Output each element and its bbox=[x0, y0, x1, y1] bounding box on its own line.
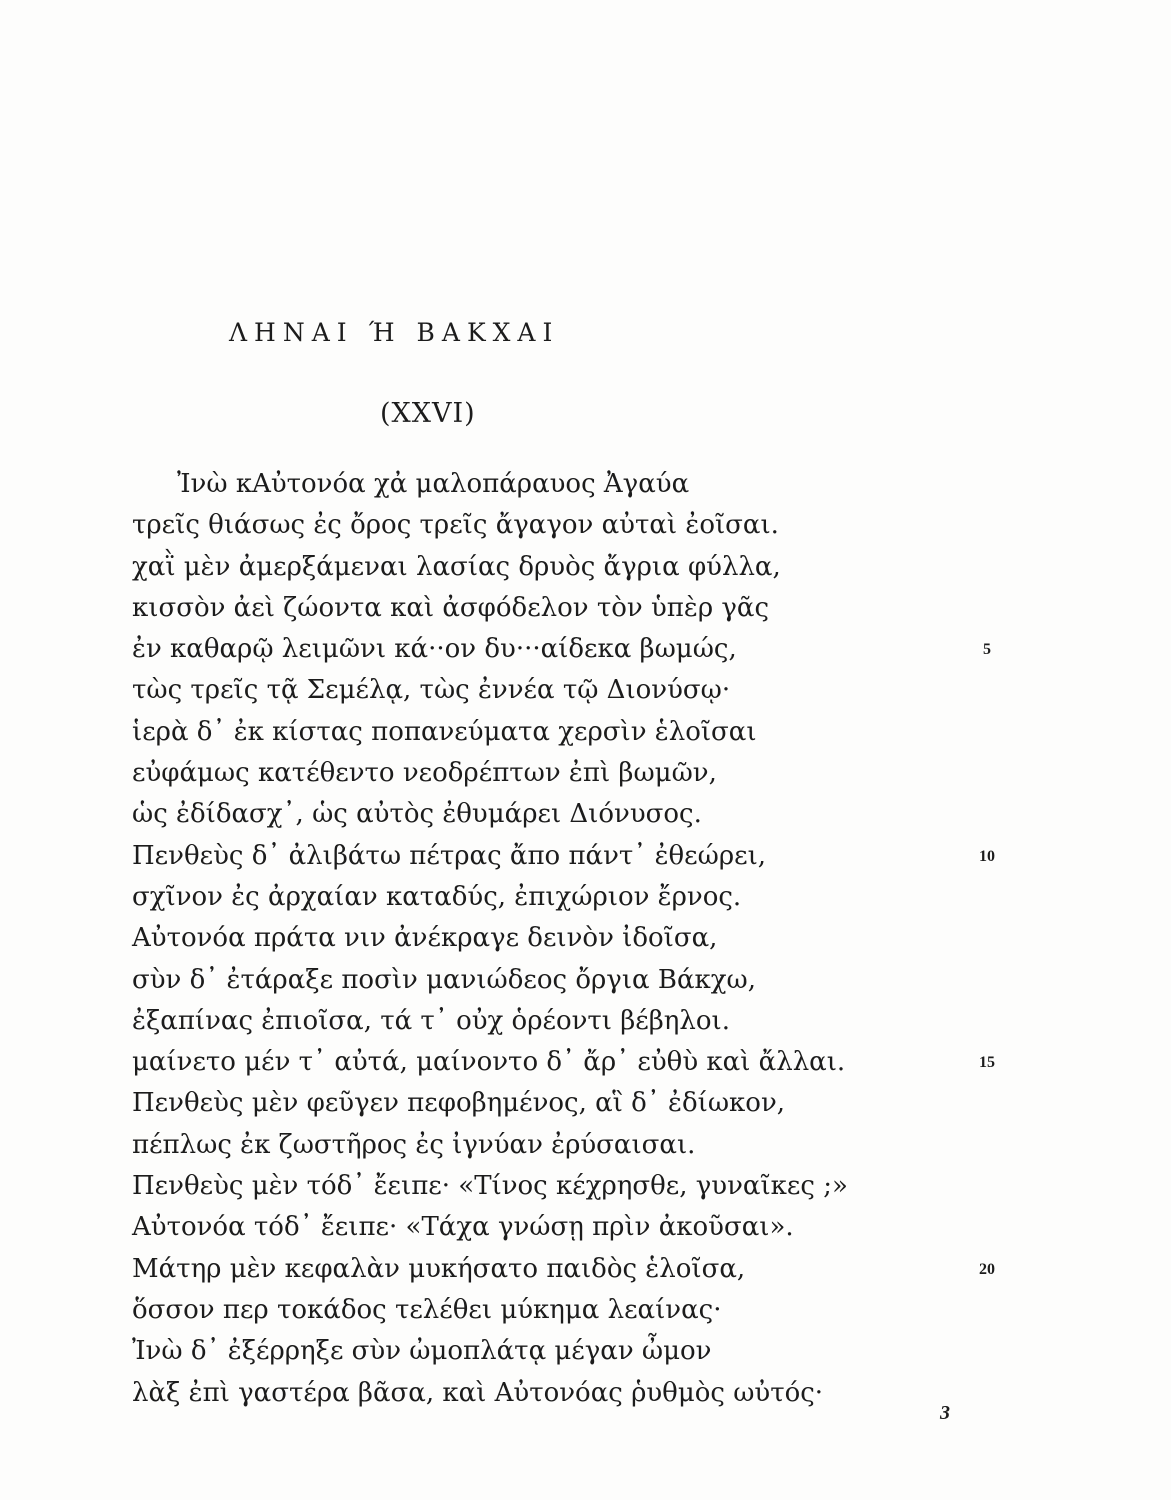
poem-line-text: Αὐτονόα τόδ᾽ ἔειπε· «Τάχα γνώσῃ πρὶν ἀκοῦσαι». bbox=[132, 1212, 794, 1243]
page-number: 3 bbox=[940, 1402, 950, 1424]
poem-line-text: πέπλως ἐκ ζωστῆρος ἐς ἰγνύαν ἐρύσαισαι. bbox=[132, 1129, 696, 1160]
poem-line bbox=[0, 547, 1171, 588]
poem-line bbox=[0, 1331, 1171, 1372]
poem-line-text: τὼς τρεῖς τᾷ Σεμέλᾳ, τὼς ἐννέα τῷ Διονύσῳ· bbox=[132, 675, 731, 706]
poem-line-text: χαῒ μὲν ἀμερξάμεναι λασίας δρυὸς ἄγρια φύλλα, bbox=[132, 551, 781, 582]
poem-line bbox=[0, 588, 1171, 629]
line-number: 20 bbox=[979, 1260, 995, 1278]
poem-line bbox=[0, 464, 1171, 505]
poem-line bbox=[0, 629, 1171, 670]
poem-line-text: Πενθεὺς μὲν τόδ᾽ ἔειπε· «Τίνος κέχρησθε, γυναῖκες ;» bbox=[132, 1171, 848, 1202]
poem-line-text: ὡς ἐδίδασχ᾽, ὡς αὐτὸς ἐθυμάρει Διόνυσος. bbox=[132, 799, 702, 830]
poem-line bbox=[0, 505, 1171, 546]
poem-line bbox=[0, 1373, 1171, 1414]
poem-line bbox=[0, 1166, 1171, 1207]
poem-line-text: ἱερὰ δ᾽ ἐκ κίστας ποπανεύματα χερσὶν ἑλοῖσαι bbox=[132, 716, 757, 747]
line-number: 15 bbox=[979, 1054, 995, 1072]
poem-body bbox=[0, 464, 1171, 1414]
poem-line-text: εὐφάμως κατέθεντο νεοδρέπτων ἐπὶ βωμῶν, bbox=[132, 758, 717, 789]
poem-line-text: ἐν καθαρῷ λειμῶνι κά··ον δυ···αίδεκα βωμώς, bbox=[132, 634, 737, 665]
poem-title: ΛΗΝΑΙ Ή ΒΑΚΧΑΙ bbox=[229, 318, 560, 347]
poem-line-text: τρεῖς θιάσως ἐς ὄρος τρεῖς ἄγαγον αὐταὶ ἐοῖσαι. bbox=[132, 510, 779, 541]
poem-line bbox=[0, 794, 1171, 835]
poem-line bbox=[0, 1125, 1171, 1166]
poem-line-text: Ἰνὼ δ᾽ ἐξέρρηξε σὺν ὠμοπλάτᾳ μέγαν ὦμον bbox=[132, 1336, 712, 1367]
poem-line-text: σὺν δ᾽ ἐτάραξε ποσὶν μανιώδεος ὄργια Βάκχω, bbox=[132, 964, 756, 995]
poem-line-text: μαίνετο μέν τ᾽ αὐτά, μαίνοντο δ᾽ ἄρ᾽ εὐθὺ καὶ ἄλλαι. bbox=[132, 1047, 846, 1078]
poem-line bbox=[0, 1249, 1171, 1290]
poem-line-text: ὅσσον περ τοκάδος τελέθει μύκημα λεαίνας· bbox=[132, 1294, 722, 1325]
poem-line bbox=[0, 877, 1171, 918]
line-number: 5 bbox=[983, 641, 991, 659]
poem-line bbox=[0, 712, 1171, 753]
poem-line-text: Πενθεὺς δ᾽ ἀλιβάτω πέτρας ἄπο πάντ᾽ ἐθεώρει, bbox=[132, 840, 767, 871]
poem-line bbox=[0, 670, 1171, 711]
poem-line bbox=[0, 836, 1171, 877]
poem-line bbox=[0, 753, 1171, 794]
poem-line-text: Πενθεὺς μὲν φεῦγεν πεφοβημένος, αἳ δ᾽ ἐδίωκον, bbox=[132, 1088, 786, 1119]
poem-line bbox=[0, 918, 1171, 959]
poem-line-text: Ἰνὼ κΑὐτονόα χἀ μαλοπάραυος Ἀγαύα bbox=[177, 469, 690, 499]
poem-line-text: κισσὸν ἀεὶ ζώοντα καὶ ἀσφόδελον τὸν ὑπὲρ γᾶς bbox=[132, 592, 770, 623]
poem-line-text: σχῖνον ἐς ἀρχαίαν καταδύς, ἐπιχώριον ἔρνος. bbox=[132, 881, 742, 912]
poem-line bbox=[0, 1083, 1171, 1124]
poem-number: (XXVI) bbox=[380, 398, 476, 429]
line-number: 10 bbox=[979, 847, 995, 865]
poem-line bbox=[0, 1207, 1171, 1248]
poem-line-text: Αὐτονόα πράτα νιν ἀνέκραγε δεινὸν ἰδοῖσα, bbox=[132, 923, 718, 954]
poem-line bbox=[0, 1042, 1171, 1083]
poem-line-text: λὰξ ἐπὶ γαστέρα βᾶσα, καὶ Αὐτονόας ῥυθμὸς ωὐτός· bbox=[132, 1377, 824, 1408]
poem-line-text: ἐξαπίνας ἐπιοῖσα, τά τ᾽ οὐχ ὁρέοντι βέβηλοι. bbox=[132, 1005, 730, 1036]
poem-line bbox=[0, 1290, 1171, 1331]
poem-line bbox=[0, 1001, 1171, 1042]
poem-line-text: Μάτηρ μὲν κεφαλὰν μυκήσατο παιδὸς ἑλοῖσα, bbox=[132, 1253, 746, 1284]
poem-line bbox=[0, 960, 1171, 1001]
